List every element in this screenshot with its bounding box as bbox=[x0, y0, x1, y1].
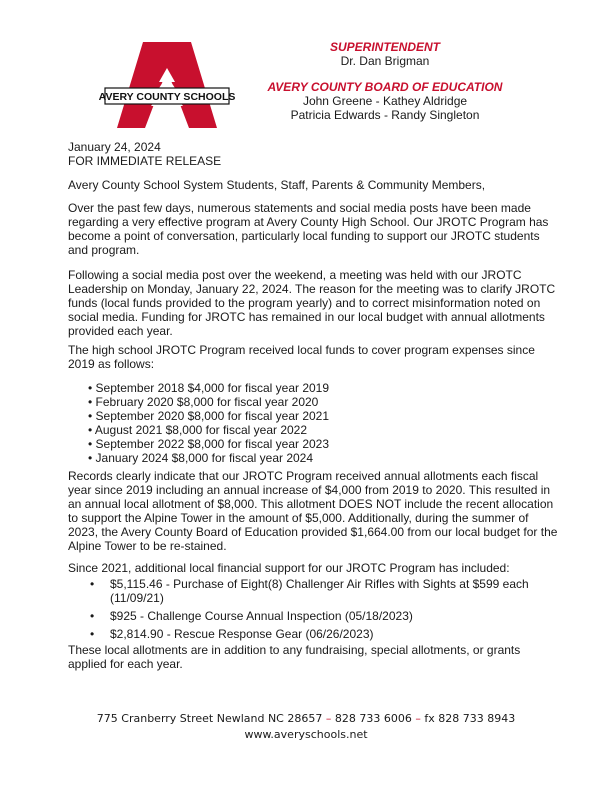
footer-separator: – bbox=[325, 712, 332, 725]
paragraph-3: The high school JROTC Program received local funds to cover program expenses since 2019 as follows: bbox=[68, 343, 535, 371]
paragraph-1: Over the past few days, numerous statements and social media posts have been made regarding a very effective program at Avery County High School. Our JROTC Program has become a point of conversation, particularly local funding to support our JROTC students and program. bbox=[68, 201, 549, 257]
superintendent-label: SUPERINTENDENT bbox=[329, 40, 440, 54]
footer-address: 775 Cranberry Street Newland NC 28657 bbox=[96, 712, 323, 725]
header-block bbox=[250, 40, 520, 68]
paragraph-2: Following a social media post over the weekend, a meeting was held with our JROTC Leadership on Monday, January 22, 2024. The reason for the meeting was to clarify JROTC funds (local funds provided to the program yearly) and to correct misinformation noted on social media. Funding for JROTC has remained in our local budget with annual allotments provided each year. bbox=[68, 268, 556, 338]
support-list bbox=[90, 577, 540, 645]
list-item: • February 2020 $8,000 for fiscal year 2020 bbox=[88, 395, 319, 409]
date-block bbox=[68, 140, 558, 168]
logo-text: AVERY COUNTY SCHOOLS bbox=[99, 91, 235, 103]
footer-separator: – bbox=[415, 712, 421, 725]
paragraph-4: Records clearly indicate that our JROTC Program received annual allotments each fiscal year since 2019 including an annual increase of $4,000 from 2019 to 2020. This resulted in an annual local allotment of $8,000. This allotment DOES NOT include the recent allocation to support the Alpine Tower in the amount of $5,000. Additionally, during the summer of 2023, the Avery County Board of Education provided $1,664.00 from our local budget for the Alpine Tower to be re-stained. bbox=[68, 469, 558, 553]
salutation: Avery County School System Students, Staff, Parents & Community Members, bbox=[68, 178, 486, 192]
footer-fax: fx 828 733 8943 bbox=[424, 712, 516, 725]
list-item: • September 2018 $4,000 for fiscal year 2019 bbox=[88, 381, 330, 395]
list-item: • September 2020 $8,000 for fiscal year 2021 bbox=[88, 409, 330, 423]
list-item: • September 2022 $8,000 for fiscal year 2023 bbox=[88, 437, 330, 451]
board-members-line2: Patricia Edwards - Randy Singleton bbox=[290, 108, 480, 122]
footer bbox=[0, 711, 612, 743]
list-item: • August 2021 $8,000 for fiscal year 2022 bbox=[88, 423, 308, 437]
paragraph-5: Since 2021, additional local financial support for our JROTC Program has included: bbox=[68, 561, 510, 575]
footer-phone: 828 733 6006 bbox=[334, 712, 412, 725]
list-item: • $5,115.46 - Purchase of Eight(8) Challenger Air Rifles with Sights at $599 each (11/09/21) bbox=[90, 577, 529, 605]
footer-website: www.averyschools.net bbox=[244, 728, 368, 741]
board-members-line1: John Greene - Kathey Aldridge bbox=[302, 94, 468, 108]
list-item: • January 2024 $8,000 for fiscal year 2024 bbox=[88, 451, 314, 465]
paragraph-6: These local allotments are in addition to any fundraising, special allotments, or grants applied for each year. bbox=[68, 643, 521, 671]
board-label: AVERY COUNTY BOARD OF EDUCATION bbox=[267, 80, 503, 94]
board-block bbox=[250, 80, 520, 122]
release-line: FOR IMMEDIATE RELEASE bbox=[68, 154, 222, 168]
superintendent-name: Dr. Dan Brigman bbox=[340, 54, 430, 68]
footer-contact-line bbox=[0, 711, 612, 727]
list-item: • $925 - Challenge Course Annual Inspection (05/18/2023) bbox=[90, 609, 413, 623]
funds-list bbox=[88, 381, 329, 465]
list-item: • $2,814.90 - Rescue Response Gear (06/26/2023) bbox=[90, 627, 374, 641]
letter-date: January 24, 2024 bbox=[68, 140, 161, 154]
avery-county-schools-logo bbox=[99, 34, 235, 134]
